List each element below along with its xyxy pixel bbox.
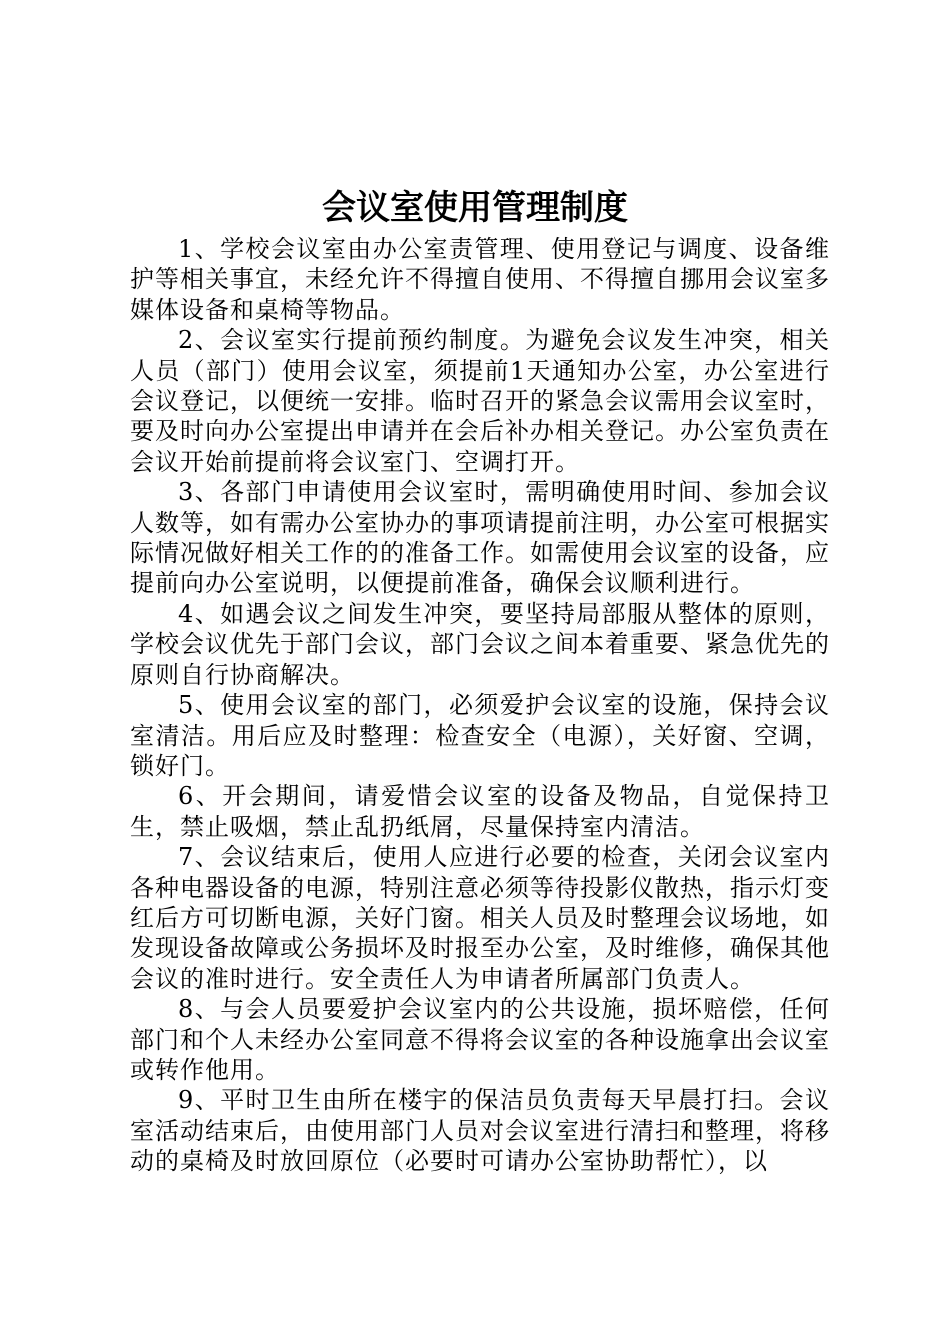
document-title: 会议室使用管理制度 bbox=[322, 188, 628, 228]
paragraph-7: 7、会议结束后，使用人应进行必要的检查，关闭会议室内各种电器设备的电源，特别注意必须等待投影仪散热，指示灯变红后方可切断电源，关好门窗。相关人员及时整理会议场地，如发现设备故障或公务损坏及时报至办公室，及时维修，确保其他会议的准时进行。安全责任人为申请者所属部门负责人。 bbox=[130, 843, 830, 993]
paragraph-6: 6、开会期间，请爱惜会议室的设备及物品，自觉保持卫生，禁止吸烟，禁止乱扔纸屑，尽量保持室内清洁。 bbox=[130, 782, 830, 841]
paragraph-3: 3、各部门申请使用会议室时，需明确使用时间、参加会议人数等，如有需办公室协办的事项请提前注明，办公室可根据实际情况做好相关工作的的准备工作。如需使用会议室的设备，应提前向办公室说明，以便提前准备，确保会议顺利进行。 bbox=[130, 478, 830, 598]
document-body bbox=[130, 234, 830, 1177]
paragraph-1: 1、学校会议室由办公室责管理、使用登记与调度、设备维护等相关事宜，未经允许不得擅自使用、不得擅自挪用会议室多媒体设备和桌椅等物品。 bbox=[130, 235, 830, 324]
paragraph-8: 8、与会人员要爱护会议室内的公共设施，损坏赔偿，任何部门和个人未经办公室同意不得将会议室的各种设施拿出会议室或转作他用。 bbox=[130, 995, 830, 1084]
paragraph-2: 2、会议室实行提前预约制度。为避免会议发生冲突，相关人员（部门）使用会议室，须提前1天通知办公室，办公室进行会议登记，以便统一安排。临时召开的紧急会议需用会议室时，要及时向办公室提出申请并在会后补办相关登记。办公室负责在会议开始前提前将会议室门、空调打开。 bbox=[130, 326, 830, 476]
paragraph-5: 5、使用会议室的部门，必须爱护会议室的设施，保持会议室清洁。用后应及时整理：检查安全（电源），关好窗、空调，锁好门。 bbox=[130, 691, 830, 780]
paragraph-4: 4、如遇会议之间发生冲突，要坚持局部服从整体的原则，学校会议优先于部门会议，部门会议之间本着重要、紧急优先的原则自行协商解决。 bbox=[130, 599, 830, 689]
paragraph-9: 9、平时卫生由所在楼宇的保洁员负责每天早晨打扫。会议室活动结束后，由使用部门人员对会议室进行清扫和整理，将移动的桌椅及时放回原位（必要时可请办公室协助帮忙），以 bbox=[130, 1086, 830, 1176]
